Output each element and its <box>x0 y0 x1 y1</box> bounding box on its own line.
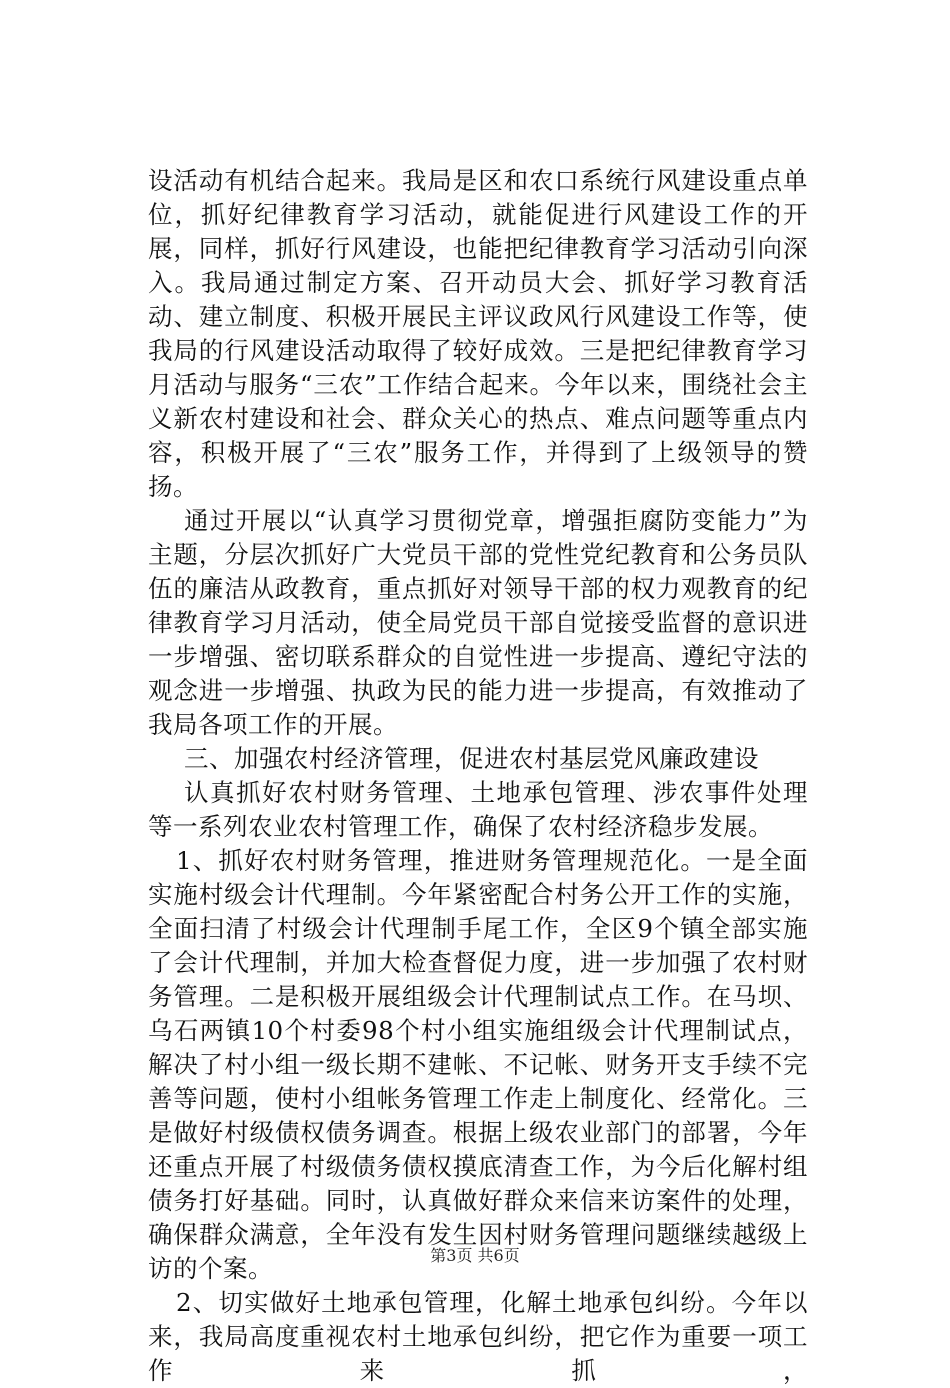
paragraph-4: 1、抓好农村财务管理，推进财务管理规范化。一是全面实施村级会计代理制。今年紧密配合村务公开工作的实施，全面扫清了村级会计代理制手尾工作，全区9个镇全部实施了会计代理制，并加大检查督促力度，进一步加强了农村财务管理。二是积极开展组级会计代理制试点工作。在马坝、乌石两镇10个村委98个村小组实施组级会计代理制试点，解决了村小组一级长期不建帐、不记帐、财务开支手续不完善等问题，使村小组帐务管理工作走上制度化、经常化。三是做好村级债权债务调查。根据上级农业部门的部署，今年还重点开展了村级债务债权摸底清查工作，为今后化解村组债务打好基础。同时，认真做好群众来信来访案件的处理，确保群众满意，全年没有发生因村财务管理问题继续越级上访的个案。 <box>148 846 808 1283</box>
section-heading: 三、加强农村经济管理，促进农村基层党风廉政建设 <box>184 744 759 773</box>
page-footer: 第3页 共6页 <box>430 1246 520 1265</box>
paragraph-3: 认真抓好农村财务管理、土地承包管理、涉农事件处理等一系列农业农村管理工作，确保了农村经济稳步发展。 <box>148 778 808 841</box>
paragraph-5: 2、切实做好土地承包管理，化解土地承包纠纷。今年以来，我局高度重视农村土地承包纠纷，把它作为重要一项工作来抓， <box>148 1288 808 1385</box>
paragraph-1: 设活动有机结合起来。我局是区和农口系统行风建设重点单位，抓好纪律教育学习活动，就能促进行风建设工作的开展，同样，抓好行风建设，也能把纪律教育学习活动引向深入。我局通过制定方案、召开动员大会、抓好学习教育活动、建立制度、积极开展民主评议政风行风建设工作等，使我局的行风建设活动取得了较好成效。三是把纪律教育学习月活动与服务“三农”工作结合起来。今年以来，围绕社会主义新农村建设和社会、群众关心的热点、难点问题等重点内容，积极开展了“三农”服务工作，并得到了上级领导的赞扬。 <box>148 166 808 501</box>
document-body <box>148 164 808 1388</box>
paragraph-2: 通过开展以“认真学习贯彻党章，增强拒腐防变能力”为主题，分层次抓好广大党员干部的党性党纪教育和公务员队伍的廉洁从政教育，重点抓好对领导干部的权力观教育的纪律教育学习月活动，使全局党员干部自觉接受监督的意识进一步增强、密切联系群众的自觉性进一步提高、遵纪守法的观念进一步增强、执政为民的能力进一步提高，有效推动了我局各项工作的开展。 <box>148 506 808 739</box>
